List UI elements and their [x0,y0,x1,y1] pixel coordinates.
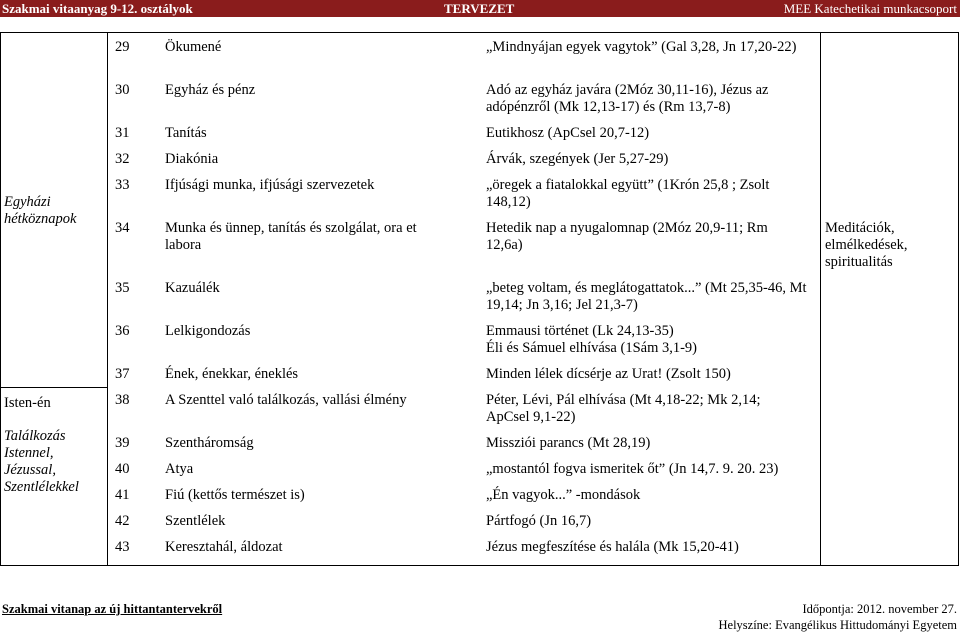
row-number: 42 [115,513,130,529]
row-topic: A Szenttel való találkozás, vallási élmény [165,392,407,408]
right-group-line-2: elmélkedések, [825,237,908,253]
group-2-line-2: Istennel, [4,445,54,461]
table-border-top [0,32,959,33]
row-reference: „Mindnyájan egyek vagytok” (Gal 3,28, Jn 17,20-22) [486,39,797,55]
row-number: 31 [115,125,130,141]
row-reference: „öregek a fiatalokkal együtt” (1Krón 25,8 ; Zsolt 148,12) [486,177,770,210]
group-2-line-1: Találkozás [4,428,66,444]
group-2-line-3: Jézussal, [4,462,56,478]
row-topic: Fiú (kettős természet is) [165,487,305,503]
right-group-line-3: spiritualitás [825,254,893,270]
footer-title: Szakmai vitanap az új hittantantervekről [2,602,223,616]
row-number: 36 [115,323,130,339]
row-topic: Ifjúsági munka, ifjúsági szervezetek [165,177,375,193]
group-2-title: Isten-én [4,395,51,411]
row-reference: Emmausi történet (Lk 24,13-35) [486,323,674,339]
group-label-2 [4,395,100,496]
row-topic: Szentháromság [165,435,254,451]
row-topic: Egyház és pénz [165,82,256,98]
row-topic: Szentlélek [165,513,226,529]
row-number: 33 [115,177,130,193]
row-topic: Atya [165,461,194,477]
row-topic: Tanítás [165,125,207,141]
row-number: 40 [115,461,130,477]
row-number: 39 [115,435,130,451]
header-left: Szakmai vitaanyag 9-12. osztályok [2,1,193,16]
row-number: 29 [115,39,130,55]
table-divider-2 [820,32,821,566]
group-label-1 [4,194,100,228]
table-border-right [958,32,959,566]
row-reference: Hetedik nap a nyugalomnap (2Móz 20,9-11; Rm 12,6a) [486,220,768,253]
row-number: 43 [115,539,130,555]
row-reference: „mostantól fogva ismeritek őt” (Jn 14,7. 9. 20. 23) [486,461,779,477]
row-topic: Munka és ünnep, tanítás és szolgálat, ora et labora [165,220,417,253]
row-number: 38 [115,392,130,408]
row-number: 35 [115,280,130,296]
footer-date: Időpontja: 2012. november 27. [802,602,957,616]
header-right: MEE Katechetikai munkacsoport [783,1,957,16]
row-reference: „beteg voltam, és meglátogattatok...” (Mt 25,35-46, Mt 19,14; Jn 3,16; Jel 21,3-7) [486,280,807,313]
right-group-line-1: Meditációk, [825,220,895,236]
row-reference: Missziói parancs (Mt 28,19) [486,435,651,451]
row-topic: Kazuálék [165,280,220,296]
left-group-divider [0,387,108,388]
row-number: 41 [115,487,130,503]
row-reference: Eutikhosz (ApCsel 20,7-12) [486,125,650,141]
row-reference: „Én vagyok...” -mondások [486,487,641,503]
table-divider-1 [107,32,108,566]
right-group-label [825,220,955,271]
row-reference: Minden lélek dícsérje az Urat! (Zsolt 150) [486,366,731,382]
group-1-subtitle: hétköznapok [4,211,77,227]
group-1-title: Egyházi [4,194,51,210]
row-topic: Keresztahál, áldozat [165,539,283,555]
group-2-line-4: Szentlélekkel [4,479,79,495]
row-topic: Diakónia [165,151,219,167]
row-reference: Péter, Lévi, Pál elhívása (Mt 4,18-22; Mk 2,14; ApCsel 9,1-22) [486,392,761,425]
row-reference: Árvák, szegények (Jer 5,27-29) [486,151,669,167]
table-border-bottom [0,565,959,566]
row-topic: Lelkigondozás [165,323,251,339]
row-topic: Ökumené [165,39,222,55]
row-reference: Adó az egyház javára (2Móz 30,11-16), Jézus az adópénzről (Mk 12,13-17) és (Rm 13,7-8) [486,82,769,115]
footer-place: Helyszíne: Evangélikus Hittudományi Egyetem [718,618,957,632]
row-number: 34 [115,220,130,236]
row-number: 32 [115,151,130,167]
row-topic: Ének, énekkar, éneklés [165,366,299,382]
row-reference: Pártfogó (Jn 16,7) [486,513,592,529]
row-reference-second: Éli és Sámuel elhívása (1Sám 3,1-9) [486,340,698,356]
row-reference: Jézus megfeszítése és halála (Mk 15,20-41) [486,539,739,555]
row-number: 37 [115,366,130,382]
row-number: 30 [115,82,130,98]
page-header [0,0,960,17]
table-border-left [0,32,1,566]
header-center: TERVEZET [444,1,515,16]
